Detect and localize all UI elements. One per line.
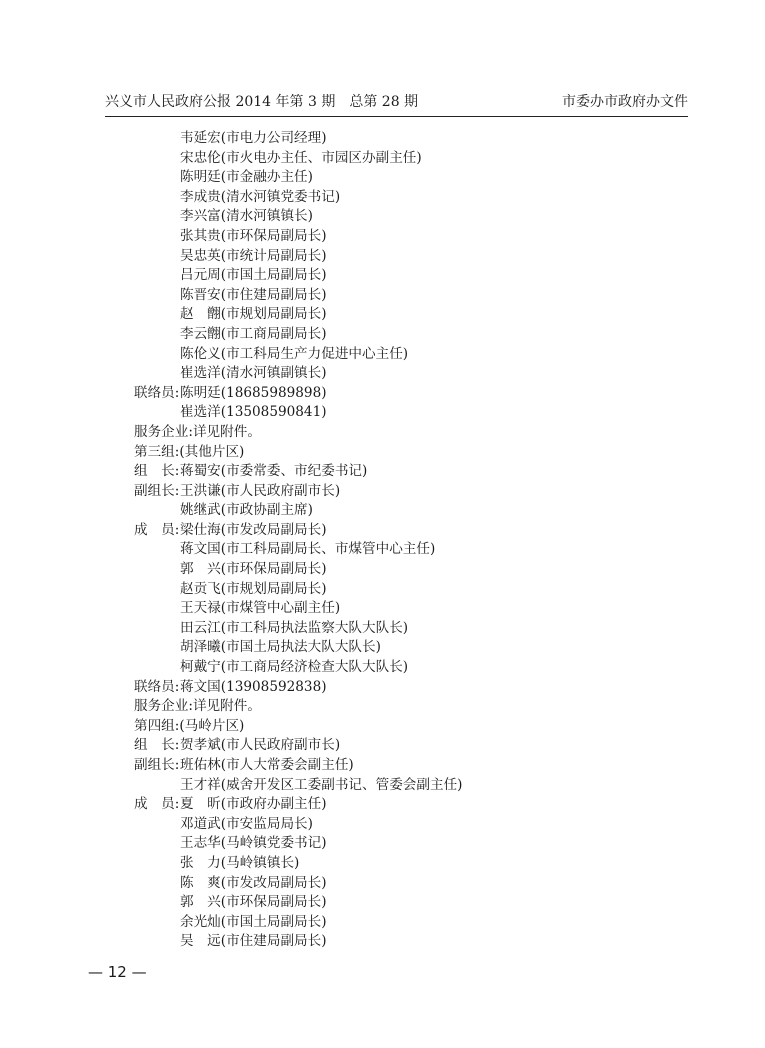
member-entry: 王天禄(市煤管中心副主任) xyxy=(180,600,341,617)
member-entry: 陈伦义(市工科局生产力促进中心主任) xyxy=(180,345,409,362)
member-entry: 李成贵(清水河镇党委书记) xyxy=(180,188,341,205)
member-entry: 陈晋安(市住建局副局长) xyxy=(180,286,327,303)
list-line xyxy=(0,247,765,267)
list-line xyxy=(0,423,765,443)
list-line xyxy=(0,834,765,854)
member-entry: 李兴富(清水河镇镇长) xyxy=(180,208,313,225)
member-entry: 陈 爽(市发改局副局长) xyxy=(180,874,327,891)
section-line: 第四组:(马岭片区) xyxy=(134,717,245,734)
journal-title: 兴义市人民政府公报 2014 年第 3 期 总第 28 期 xyxy=(105,94,419,110)
list-line xyxy=(0,913,765,933)
member-entry: 王洪谦(市人民政府副市长) xyxy=(180,482,341,499)
member-entry: 王才祥(威舍开发区工委副书记、管委会副主任) xyxy=(180,776,463,793)
role-label: 副组长: xyxy=(134,757,180,773)
header-rule xyxy=(105,116,688,117)
list-line xyxy=(0,854,765,874)
member-list xyxy=(0,129,765,952)
member-entry: 姚继武(市政协副主席) xyxy=(180,502,313,519)
member-entry: 李云䎖(市工商局副局长) xyxy=(180,325,327,342)
list-line xyxy=(0,776,765,796)
list-line xyxy=(0,501,765,521)
member-entry: 贺孝斌(市人民政府副市长) xyxy=(180,737,341,754)
list-line xyxy=(0,384,765,404)
list-line xyxy=(0,364,765,384)
list-line xyxy=(0,325,765,345)
member-entry: 吴 远(市住建局副局长) xyxy=(180,933,327,950)
list-line xyxy=(0,227,765,247)
list-line xyxy=(0,874,765,894)
list-line xyxy=(0,462,765,482)
member-entry: 邓道武(市安监局局长) xyxy=(180,815,313,832)
member-entry: 陈明廷(市金融办主任) xyxy=(180,169,313,186)
list-line xyxy=(0,658,765,678)
member-entry: 郭 兴(市环保局副局长) xyxy=(180,894,327,911)
list-line xyxy=(0,286,765,306)
list-line xyxy=(0,443,765,463)
list-line xyxy=(0,266,765,286)
list-line xyxy=(0,580,765,600)
member-entry: 胡泽曦(市国土局执法大队大队长) xyxy=(180,639,381,656)
member-entry: 陈明廷(18685989898) xyxy=(180,384,327,401)
member-entry: 夏 昕(市政府办副主任) xyxy=(180,796,327,813)
list-line xyxy=(0,168,765,188)
role-label: 联络员: xyxy=(134,678,180,695)
member-entry: 王志华(马岭镇党委书记) xyxy=(180,835,327,852)
role-label: 组 长: xyxy=(134,737,180,754)
section-line: 服务企业:详见附件。 xyxy=(134,423,261,440)
list-line xyxy=(0,129,765,149)
member-entry: 崔选洋(清水河镇副镇长) xyxy=(180,365,327,382)
list-line xyxy=(0,188,765,208)
role-label: 组 长: xyxy=(134,463,180,480)
member-entry: 蒋文国(市工科局副局长、市煤管中心主任) xyxy=(180,541,436,558)
list-line xyxy=(0,540,765,560)
member-entry: 韦延宏(市电力公司经理) xyxy=(180,130,327,146)
list-line xyxy=(0,736,765,756)
member-entry: 郭 兴(市环保局副局长) xyxy=(180,561,327,578)
list-line xyxy=(0,482,765,502)
member-entry: 赵 䎖(市规划局副局长) xyxy=(180,306,327,323)
list-line xyxy=(0,678,765,698)
list-line xyxy=(0,815,765,835)
section-line: 服务企业:详见附件。 xyxy=(134,698,261,715)
list-line xyxy=(0,207,765,227)
list-line xyxy=(0,717,765,737)
list-line xyxy=(0,560,765,580)
member-entry: 吴忠英(市统计局副局长) xyxy=(180,247,327,264)
running-header xyxy=(105,91,688,113)
member-entry: 蒋蜀安(市委常委、市纪委书记) xyxy=(180,463,368,480)
role-label: 成 员: xyxy=(134,521,180,538)
member-entry: 柯戴宁(市工商局经济检查大队大队长) xyxy=(180,659,409,676)
list-line xyxy=(0,638,765,658)
list-line xyxy=(0,149,765,169)
role-label: 副组长: xyxy=(134,482,180,499)
role-label: 联络员: xyxy=(134,384,180,401)
list-line xyxy=(0,521,765,541)
member-entry: 张 力(马岭镇镇长) xyxy=(180,854,300,871)
member-entry: 赵贡飞(市规划局副局长) xyxy=(180,580,327,597)
member-entry: 田云江(市工科局执法监察大队大队长) xyxy=(180,619,409,636)
member-entry: 班佑林(市人大常委会副主任) xyxy=(180,757,354,773)
list-line xyxy=(0,345,765,365)
list-line xyxy=(0,403,765,423)
list-line xyxy=(0,599,765,619)
member-entry: 吕元周(市国土局副局长) xyxy=(180,267,327,284)
list-line xyxy=(0,305,765,325)
list-line xyxy=(0,619,765,639)
list-line xyxy=(0,697,765,717)
role-label: 成 员: xyxy=(134,796,180,813)
member-entry: 崔选洋(13508590841) xyxy=(180,404,327,421)
section-title: 市委办市政府办文件 xyxy=(562,94,688,110)
list-line xyxy=(0,756,765,776)
member-entry: 梁仕海(市发改局副局长) xyxy=(180,521,327,538)
member-entry: 张其贵(市环保局副局长) xyxy=(180,227,327,244)
member-entry: 余光灿(市国土局副局长) xyxy=(180,913,327,930)
page-number: — 12 — xyxy=(88,963,147,981)
list-line xyxy=(0,795,765,815)
list-line xyxy=(0,893,765,913)
member-entry: 蒋文国(13908592838) xyxy=(180,678,327,695)
list-line xyxy=(0,932,765,952)
member-entry: 宋忠伦(市火电办主任、市园区办副主任) xyxy=(180,149,422,166)
section-line: 第三组:(其他片区) xyxy=(134,443,245,460)
